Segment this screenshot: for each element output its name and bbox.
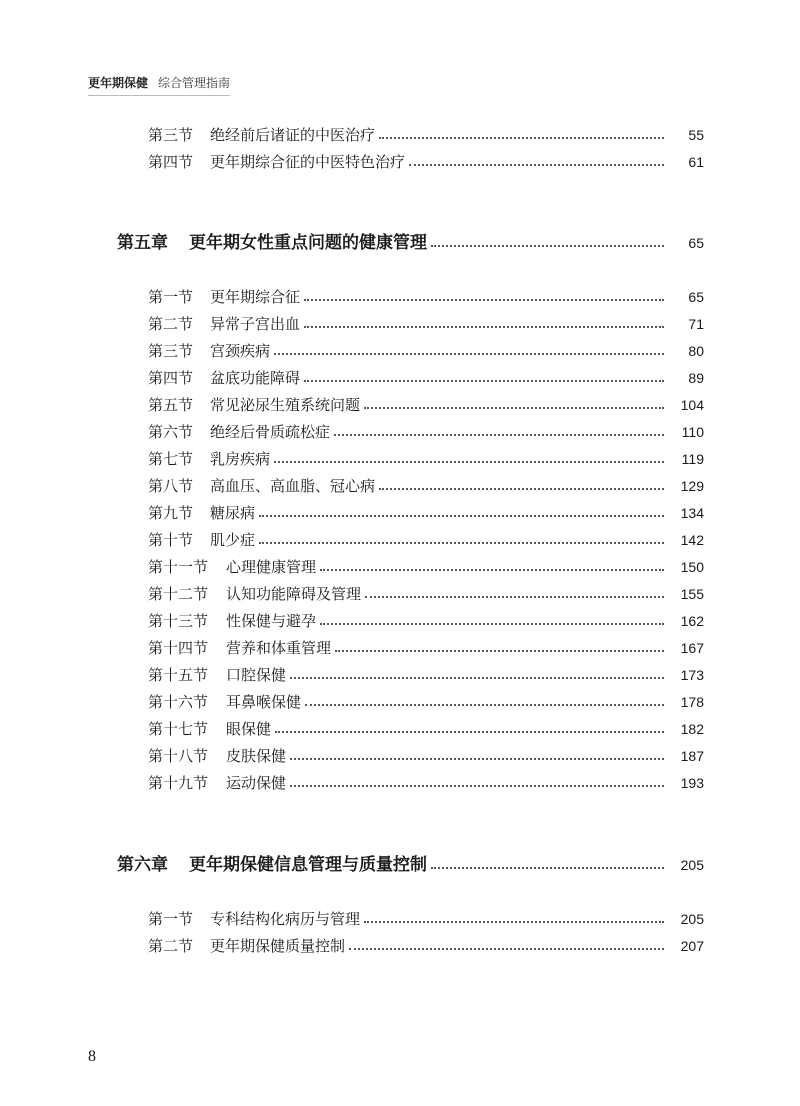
section-title: 盆底功能障碍	[210, 369, 301, 387]
toc-section-entry[interactable]	[148, 718, 704, 740]
section-label: 第六节	[148, 423, 194, 441]
section-label: 第二节	[148, 937, 194, 955]
section-page: 71	[688, 316, 704, 332]
section-title: 肌少症	[210, 531, 256, 549]
section-page: 55	[688, 127, 704, 143]
section-page: 142	[680, 532, 704, 548]
section-page: 178	[680, 694, 704, 710]
section-title: 认知功能障碍及管理	[226, 585, 362, 603]
section-title: 宫颈疾病	[210, 342, 271, 360]
toc-section-entry[interactable]	[148, 340, 704, 362]
section-page: 167	[680, 640, 704, 656]
section-label: 第四节	[148, 369, 194, 387]
toc-section-entry[interactable]	[148, 691, 704, 713]
section-page: 150	[680, 559, 704, 575]
section-page: 187	[680, 748, 704, 764]
leader-dots	[259, 542, 664, 544]
section-label: 第三节	[148, 342, 194, 360]
toc-section-entry[interactable]	[148, 475, 704, 497]
section-label: 第十五节	[148, 666, 209, 684]
leader-dots	[275, 731, 664, 733]
toc-section-entry[interactable]	[148, 394, 704, 416]
leader-dots	[431, 245, 664, 247]
section-title: 高血压、高血脂、冠心病	[210, 477, 376, 495]
section-page: 207	[680, 938, 704, 954]
section-label: 第九节	[148, 504, 194, 522]
toc-section-entry[interactable]	[148, 772, 704, 794]
section-title: 更年期综合征	[210, 288, 301, 306]
toc-section-entry[interactable]	[148, 935, 704, 957]
chapter-page: 65	[688, 235, 704, 251]
section-page: 134	[680, 505, 704, 521]
section-title: 乳房疾病	[210, 450, 271, 468]
leader-dots	[365, 596, 664, 598]
page-number: 8	[88, 1048, 96, 1065]
section-title: 绝经前后诸证的中医治疗	[210, 126, 376, 144]
section-label: 第十六节	[148, 693, 209, 711]
section-page: 173	[680, 667, 704, 683]
leader-dots	[290, 758, 664, 760]
leader-dots	[364, 921, 664, 923]
leader-dots	[409, 164, 664, 166]
toc-section-entry[interactable]	[148, 286, 704, 308]
section-title: 耳鼻喉保健	[226, 693, 302, 711]
section-page: 193	[680, 775, 704, 791]
toc-chapter-entry[interactable]	[117, 232, 704, 254]
leader-dots	[431, 867, 664, 869]
section-label: 第二节	[148, 315, 194, 333]
section-title: 运动保健	[226, 774, 287, 792]
chapter-title: 更年期女性重点问题的健康管理	[189, 233, 427, 253]
section-label: 第八节	[148, 477, 194, 495]
section-title: 口腔保健	[226, 666, 287, 684]
section-page: 89	[688, 370, 704, 386]
section-title: 异常子宫出血	[210, 315, 301, 333]
section-title: 常见泌尿生殖系统问题	[210, 396, 361, 414]
section-label: 第一节	[148, 910, 194, 928]
leader-dots	[290, 677, 664, 679]
chapter-label: 第六章	[117, 855, 168, 875]
section-label: 第三节	[148, 126, 194, 144]
section-page: 119	[681, 451, 704, 467]
section-label: 第十八节	[148, 747, 209, 765]
leader-dots	[274, 461, 664, 463]
section-title: 心理健康管理	[226, 558, 317, 576]
section-page: 205	[680, 911, 704, 927]
leader-dots	[379, 488, 664, 490]
section-label: 第十九节	[148, 774, 209, 792]
section-title: 营养和体重管理	[226, 639, 332, 657]
leader-dots	[334, 434, 664, 436]
toc-section-entry[interactable]	[148, 908, 704, 930]
leader-dots	[364, 407, 664, 409]
section-page: 80	[688, 343, 704, 359]
toc-section-entry[interactable]	[148, 664, 704, 686]
toc-section-entry[interactable]	[148, 529, 704, 551]
section-title: 更年期综合征的中医特色治疗	[210, 153, 406, 171]
section-page: 110	[681, 424, 704, 440]
running-header-subtitle: 综合管理指南	[158, 76, 231, 90]
section-label: 第十七节	[148, 720, 209, 738]
section-label: 第十节	[148, 531, 194, 549]
section-title: 皮肤保健	[226, 747, 287, 765]
section-page: 182	[680, 721, 704, 737]
section-title: 绝经后骨质疏松症	[210, 423, 331, 441]
section-label: 第四节	[148, 153, 194, 171]
section-label: 第五节	[148, 396, 194, 414]
leader-dots	[320, 569, 664, 571]
leader-dots	[304, 380, 664, 382]
section-page: 155	[680, 586, 704, 602]
section-label: 第十三节	[148, 612, 209, 630]
leader-dots	[349, 948, 664, 950]
toc-section-entry[interactable]	[148, 556, 704, 578]
section-page: 162	[680, 613, 704, 629]
toc-section-entry[interactable]	[148, 421, 704, 443]
section-page: 104	[680, 397, 704, 413]
section-title: 糖尿病	[210, 504, 256, 522]
running-header-book-title: 更年期保健	[88, 76, 149, 90]
section-label: 第十一节	[148, 558, 209, 576]
leader-dots	[320, 623, 664, 625]
section-page: 65	[688, 289, 704, 305]
chapter-title: 更年期保健信息管理与质量控制	[189, 855, 427, 875]
leader-dots	[274, 353, 664, 355]
section-label: 第十四节	[148, 639, 209, 657]
toc-section-entry[interactable]	[148, 367, 704, 389]
section-title: 眼保健	[226, 720, 272, 738]
section-title: 性保健与避孕	[226, 612, 317, 630]
toc-section-entry[interactable]	[148, 151, 704, 173]
toc-section-entry[interactable]	[148, 124, 704, 146]
toc-chapter-entry[interactable]	[117, 854, 704, 876]
section-label: 第十二节	[148, 585, 209, 603]
toc-section-entry[interactable]	[148, 583, 704, 605]
toc-section-entry[interactable]	[148, 448, 704, 470]
toc-section-entry[interactable]	[148, 637, 704, 659]
toc-section-entry[interactable]	[148, 313, 704, 335]
leader-dots	[379, 137, 664, 139]
section-page: 61	[688, 154, 704, 170]
toc-section-entry[interactable]	[148, 745, 704, 767]
toc-section-entry[interactable]	[148, 502, 704, 524]
section-label: 第七节	[148, 450, 194, 468]
leader-dots	[290, 785, 664, 787]
leader-dots	[304, 326, 664, 328]
leader-dots	[305, 704, 664, 706]
toc-section-entry[interactable]	[148, 610, 704, 632]
running-header	[88, 74, 230, 96]
chapter-label: 第五章	[117, 233, 168, 253]
leader-dots	[304, 299, 664, 301]
chapter-page: 205	[680, 857, 704, 873]
section-title: 更年期保健质量控制	[210, 937, 346, 955]
section-title: 专科结构化病历与管理	[210, 910, 361, 928]
leader-dots	[335, 650, 664, 652]
section-page: 129	[680, 478, 704, 494]
leader-dots	[259, 515, 664, 517]
section-label: 第一节	[148, 288, 194, 306]
